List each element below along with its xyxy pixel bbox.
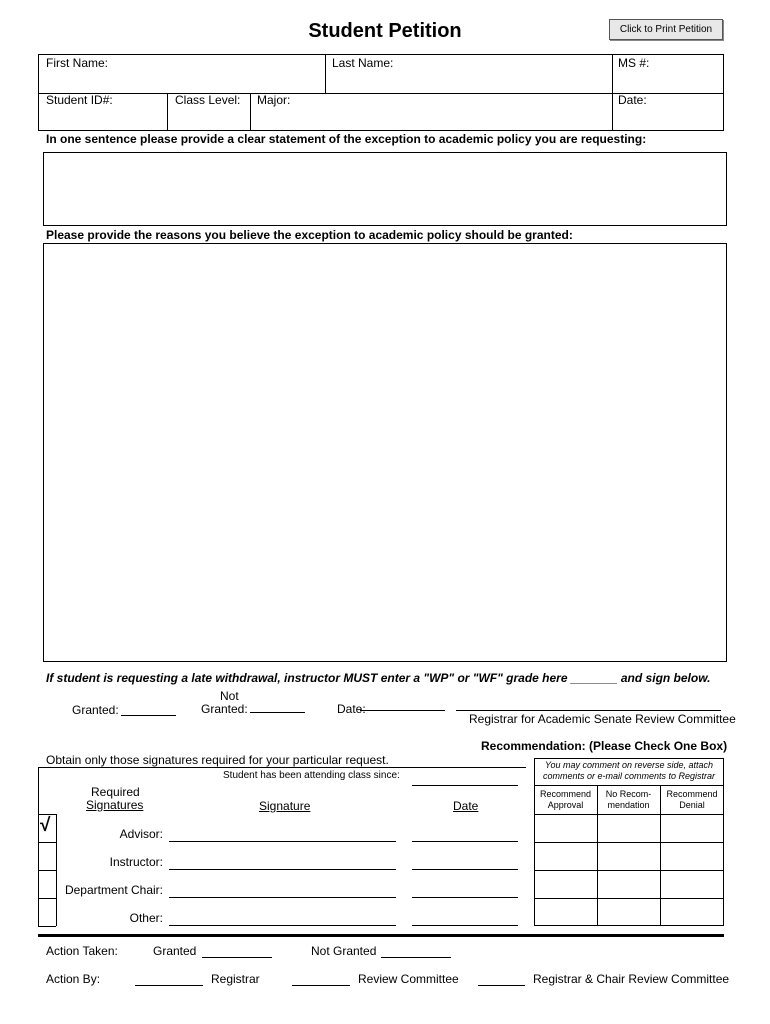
instructor-label: Instructor: <box>109 855 163 869</box>
statement-textarea[interactable] <box>43 152 727 226</box>
rec-divider <box>534 814 724 815</box>
action-by-label: Action By: <box>46 972 101 986</box>
class-level-field[interactable]: Class Level: <box>175 93 241 107</box>
registrar-signature-line[interactable] <box>456 710 721 711</box>
recommendation-note-2: comments or e-mail comments to Registrar <box>542 771 716 781</box>
action-registrar-label: Registrar <box>211 972 260 986</box>
withdrawal-granted-line[interactable] <box>121 715 176 716</box>
date-field[interactable]: Date: <box>618 93 647 107</box>
obtain-signatures-text: Obtain only those signatures required for your particular request. <box>46 753 389 767</box>
withdrawal-not-granted-line[interactable] <box>250 712 305 713</box>
major-field[interactable]: Major: <box>257 93 291 107</box>
signature-table-left <box>38 767 39 927</box>
student-id-field[interactable]: Student ID#: <box>46 93 113 107</box>
withdrawal-not-granted-label: Granted: <box>201 702 248 716</box>
recommend-denial-header-2: Denial <box>679 800 705 810</box>
withdrawal-not-label: Not <box>220 689 239 703</box>
attending-since-line[interactable] <box>412 785 518 786</box>
page-title: Student Petition <box>308 20 462 42</box>
other-signature-line[interactable] <box>169 925 396 926</box>
recommendation-title: Recommendation: (Please Check One Box) <box>481 739 728 753</box>
action-taken-label: Action Taken: <box>46 944 118 958</box>
grid-divider <box>325 54 326 93</box>
action-divider <box>38 934 724 937</box>
grid-divider <box>250 93 251 131</box>
recommend-approval-header-2: Approval <box>547 800 584 810</box>
withdrawal-date-line[interactable] <box>360 710 445 711</box>
other-date-line[interactable] <box>412 925 518 926</box>
attending-since-label: Student has been attending class since: <box>223 770 400 781</box>
no-recommendation-header-2: mendation <box>607 800 650 810</box>
required-signatures-header-2: Signatures <box>86 798 144 812</box>
action-granted-line[interactable] <box>202 957 272 958</box>
advisor-signature-line[interactable] <box>169 841 396 842</box>
grid-divider <box>167 93 168 131</box>
signature-table-top <box>38 767 526 768</box>
recommend-denial-header: Recommend <box>666 789 718 799</box>
withdrawal-date-label: Date: <box>337 702 366 716</box>
reasons-prompt: Please provide the reasons you believe the exception to academic policy should be granted: <box>46 228 573 242</box>
recommend-approval-header: Recommend <box>539 789 592 799</box>
rec-divider <box>534 898 724 899</box>
last-name-field[interactable]: Last Name: <box>332 56 394 70</box>
first-name-field[interactable]: First Name: <box>46 56 109 70</box>
reasons-textarea[interactable] <box>43 243 727 662</box>
signature-column-header: Signature <box>259 799 311 813</box>
department-chair-signature-line[interactable] <box>169 897 396 898</box>
withdrawal-granted-label: Granted: <box>72 703 119 717</box>
statement-prompt: In one sentence please provide a clear statement of the exception to academic policy you are requesting: <box>46 132 647 146</box>
rec-divider <box>534 842 724 843</box>
other-label: Other: <box>129 911 163 925</box>
required-signatures-header: Required <box>91 785 140 799</box>
action-review-committee-line[interactable] <box>292 985 350 986</box>
rec-divider <box>534 870 724 871</box>
check-mark-icon: √ <box>40 815 51 836</box>
action-granted-label: Granted <box>153 944 197 958</box>
print-petition-button[interactable]: Click to Print Petition <box>609 19 723 40</box>
no-recommendation-header: No Recom- <box>605 789 652 799</box>
instructor-date-line[interactable] <box>412 869 518 870</box>
ms-number-field[interactable]: MS #: <box>618 56 650 70</box>
action-review-committee-label: Review Committee <box>358 972 459 986</box>
late-withdrawal-instruction: If student is requesting a late withdrawal, instructor MUST enter a "WP" or "WF" grade here _______ and sign below. <box>46 671 711 685</box>
department-chair-date-line[interactable] <box>412 897 518 898</box>
advisor-date-line[interactable] <box>412 841 518 842</box>
action-chair-committee-label: Registrar & Chair Review Committee <box>533 972 730 986</box>
action-chair-committee-line[interactable] <box>478 985 525 986</box>
department-chair-label: Department Chair: <box>64 883 163 897</box>
grid-divider <box>612 54 613 131</box>
action-registrar-line[interactable] <box>135 985 203 986</box>
action-not-granted-label: Not Granted <box>311 944 377 958</box>
registrar-label: Registrar for Academic Senate Review Committee <box>469 712 736 726</box>
action-not-granted-line[interactable] <box>381 957 451 958</box>
check-divider <box>38 926 56 927</box>
date-column-header: Date <box>453 799 479 813</box>
advisor-label: Advisor: <box>119 827 163 841</box>
instructor-signature-line[interactable] <box>169 869 396 870</box>
recommendation-note: You may comment on reverse side, attach <box>544 760 714 770</box>
rec-divider <box>534 785 724 786</box>
